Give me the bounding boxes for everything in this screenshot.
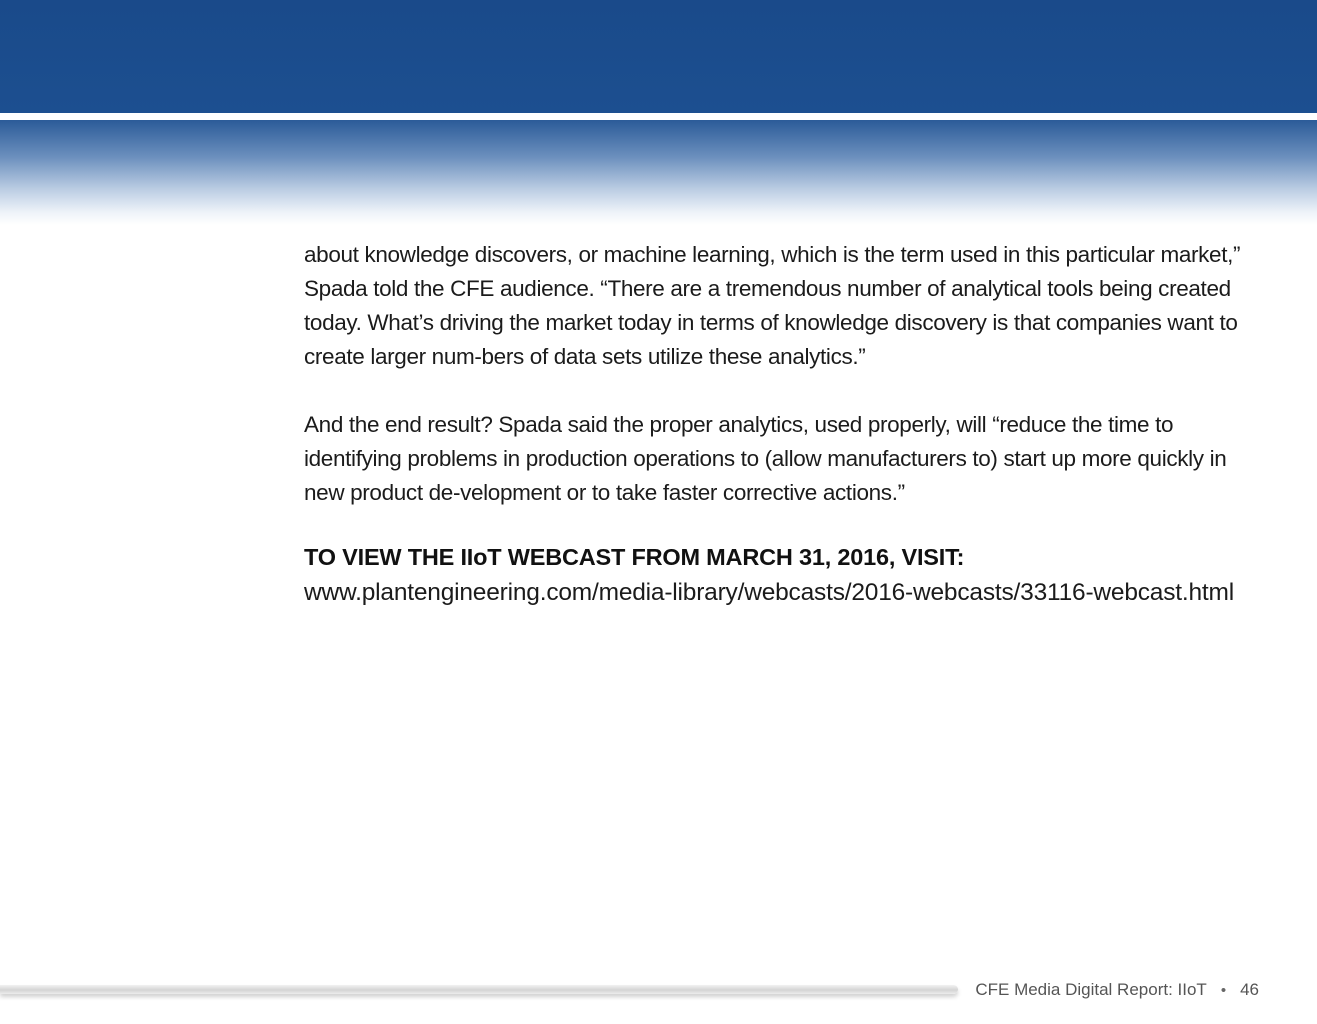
page-number: 46 <box>1240 980 1259 999</box>
article-body <box>304 238 1264 612</box>
header-divider <box>0 113 1317 120</box>
paragraph-1: about knowledge discovers, or machine learning, which is the term used in this particular market,” Spada told the CFE audience. “There are a tremendous number of analytical tools being created today. What’s driving the market today in terms of knowledge discovery is that companies want to create larger num-bers of data sets utilize these analytics.” <box>304 242 1241 369</box>
webcast-link[interactable]: www.plantengineering.com/media-library/webcasts/2016-webcasts/33116-webcast.html <box>304 579 1234 606</box>
paragraph-spacer <box>304 374 1264 408</box>
footer <box>975 979 1259 1002</box>
paragraph-2: And the end result? Spada said the proper analytics, used properly, will “reduce the time to identifying problems in production operations to (allow manufacturers to) start up more quickly in new product de-velopment or to take faster corrective actions.” <box>304 412 1227 505</box>
footer-bullet-icon: • <box>1220 982 1227 999</box>
header-gradient <box>0 120 1317 225</box>
webcast-heading: TO VIEW THE IIoT WEBCAST FROM MARCH 31, 2016, VISIT: <box>304 544 965 570</box>
header-band <box>0 0 1317 113</box>
footer-publication: CFE Media Digital Report: IIoT <box>975 980 1207 999</box>
footer-rule <box>0 985 958 994</box>
